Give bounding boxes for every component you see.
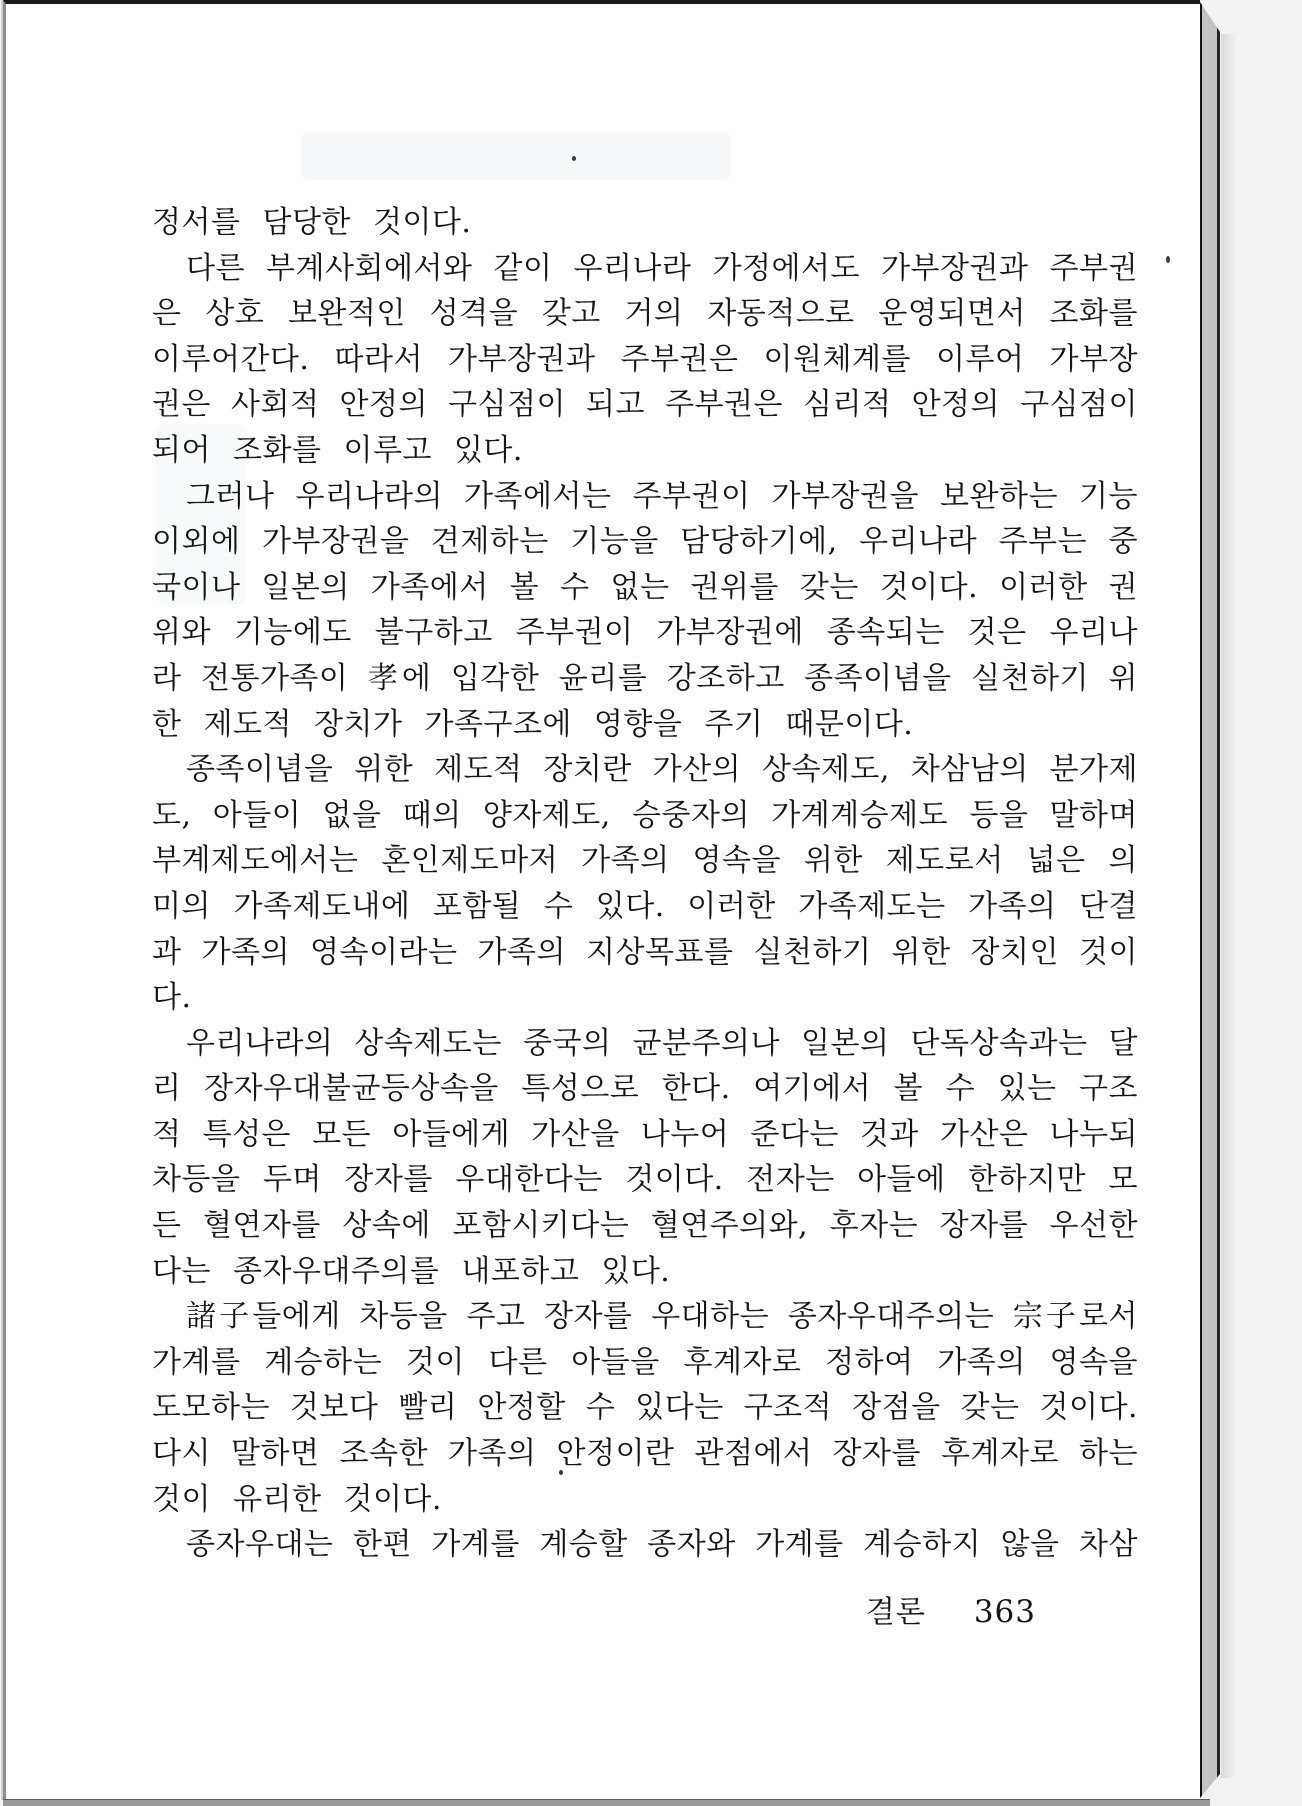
text-line: 종족이념을 위한 제도적 장치란 가산의 상속제도, 차삼남의 분가제 xyxy=(186,752,1138,788)
text-line: 다. xyxy=(152,980,192,1016)
text-line: 국이나 일본의 가족에서 볼 수 없는 권위를 갖는 것이다. 이러한 권 xyxy=(152,569,1138,605)
text-line: 우리나라의 상속제도는 중국의 균분주의나 일본의 단독상속과는 달 xyxy=(186,1025,1138,1061)
text-line: 가계를 계승하는 것이 다른 아들을 후계자로 정하여 가족의 영속을 xyxy=(152,1344,1138,1380)
text-line: 차등을 두며 장자를 우대한다는 것이다. 전자는 아들에 한하지만 모 xyxy=(152,1162,1138,1198)
page-edge-bottom xyxy=(3,1799,1210,1806)
text-line: 한 제도적 장치가 가족구조에 영향을 주기 때문이다. xyxy=(152,706,914,742)
footer-page-number: 363 xyxy=(973,1594,1036,1630)
text-line: 도, 아들이 없을 때의 양자제도, 승중자의 가계계승제도 등을 말하며 xyxy=(152,797,1138,833)
text-line: 종자우대는 한편 가계를 계승할 종자와 가계를 계승하지 않을 차삼 xyxy=(186,1527,1138,1563)
text-line: 은 상호 보완적인 성격을 갖고 거의 자동적으로 운영되면서 조화를 xyxy=(152,296,1138,332)
text-line: 든 혈연자를 상속에 포함시키다는 혈연주의와, 후자는 장자를 우선한 xyxy=(152,1208,1138,1244)
text-line: 도모하는 것보다 빨리 안정할 수 있다는 구조적 장점을 갖는 것이다. xyxy=(152,1390,1138,1426)
text-line: 이루어간다. 따라서 가부장권과 주부권은 이원체계를 이루어 가부장 xyxy=(152,341,1138,377)
text-line: 諸子들에게 차등을 주고 장자를 우대하는 종자우대주의는 宗子로서 xyxy=(186,1299,1138,1335)
text-line: 것이 유리한 것이다. xyxy=(152,1481,442,1517)
text-line: 그러나 우리나라의 가족에서는 주부권이 가부장권을 보완하는 기능 xyxy=(186,478,1138,514)
text-line: 적 특성은 모든 아들에게 가산을 나누어 준다는 것과 가산은 나누되 xyxy=(152,1116,1138,1152)
scan-artifact xyxy=(301,132,731,180)
text-line: 되어 조화를 이루고 있다. xyxy=(152,432,523,468)
text-line: 부계제도에서는 혼인제도마저 가족의 영속을 위한 제도로서 넓은 의 xyxy=(152,843,1138,879)
text-line: 리 장자우대불균등상속을 특성으로 한다. 여기에서 볼 수 있는 구조 xyxy=(152,1071,1138,1107)
page-edge-right xyxy=(1200,2,1220,1798)
text-line: 다는 종자우대주의를 내포하고 있다. xyxy=(152,1253,671,1289)
scan-speck xyxy=(572,156,576,161)
footer-section-label: 결론 xyxy=(865,1595,926,1630)
text-line: 과 가족의 영속이라는 가족의 지상목표를 실천하기 위한 장치인 것이 xyxy=(152,934,1138,970)
scan-speck xyxy=(1166,256,1170,263)
page xyxy=(3,0,1200,1800)
text-line: 정서를 담당한 것이다. xyxy=(152,205,472,240)
text-line: 이외에 가부장권을 견제하는 기능을 담당하기에, 우리나라 주부는 중 xyxy=(152,524,1138,560)
page-edge-shadow xyxy=(1221,34,1237,1778)
text-line: 라 전통가족이 孝에 입각한 윤리를 강조하고 종족이념을 실천하기 위 xyxy=(152,660,1138,696)
text-line: 다른 부계사회에서와 같이 우리나라 가정에서도 가부장권과 주부권 xyxy=(186,250,1138,286)
text-line: 위와 기능에도 불구하고 주부권이 가부장권에 종속되는 것은 우리나 xyxy=(152,615,1138,651)
text-block xyxy=(152,200,1138,1568)
text-line: 미의 가족제도내에 포함될 수 있다. 이러한 가족제도는 가족의 단결 xyxy=(152,888,1138,924)
text-line: 권은 사회적 안정의 구심점이 되고 주부권은 심리적 안정의 구심점이 xyxy=(152,387,1138,423)
page-footer xyxy=(6,1587,1036,1631)
text-line: 다시 말하면 조속한 가족의 안정이란 관점에서 장자를 후계자로 하는 xyxy=(152,1436,1138,1472)
